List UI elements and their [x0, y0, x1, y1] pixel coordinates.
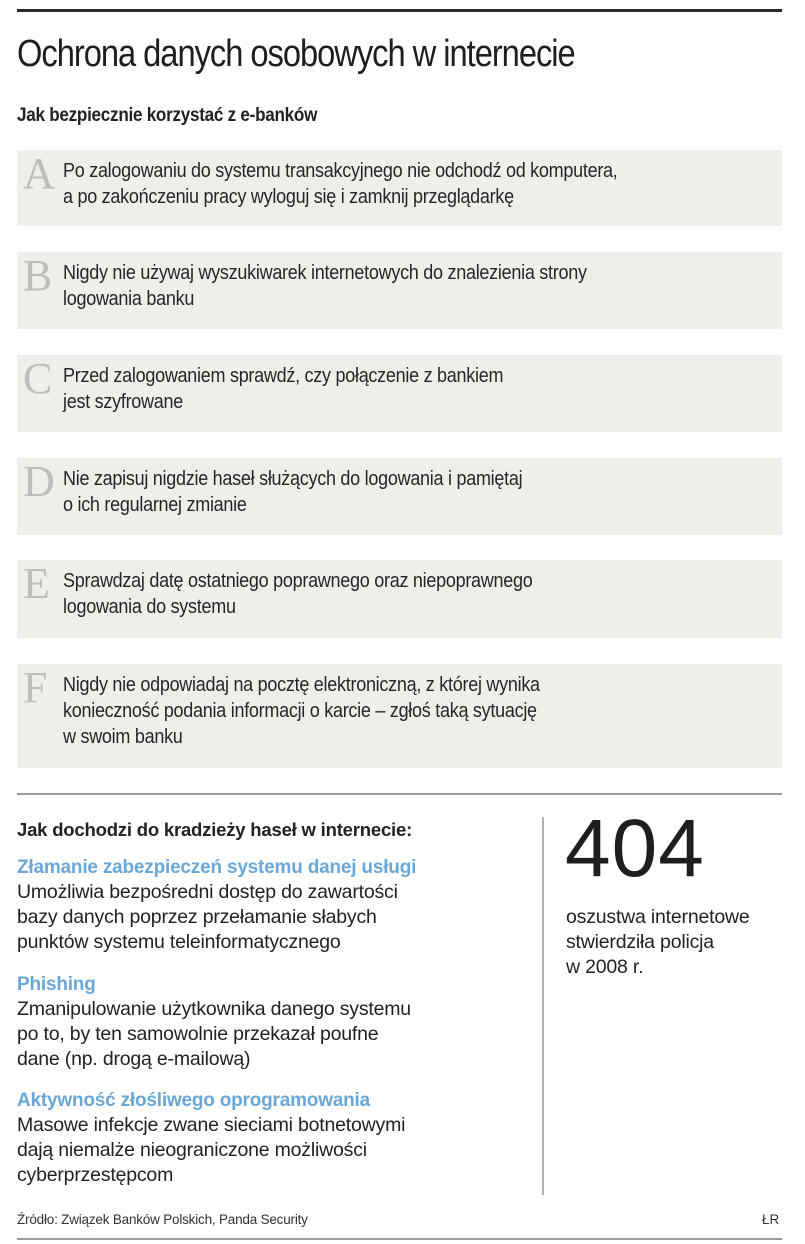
- column-divider: [542, 817, 544, 1195]
- tip-letter: A: [23, 149, 55, 198]
- tip-box-e: [17, 560, 782, 638]
- stat-caption: oszustwa internetowe stwierdziła policja w 2008 r.: [566, 906, 750, 978]
- top-rule: [17, 9, 782, 12]
- section-divider: [17, 793, 782, 795]
- tip-box-b: [17, 252, 782, 329]
- method-title: Złamanie zabezpieczeń systemu danej usługi: [17, 857, 417, 878]
- tip-box-d: [17, 458, 782, 535]
- tip-letter: E: [23, 559, 50, 608]
- tip-box-c: [17, 355, 782, 432]
- tip-text: Po zalogowaniu do systemu transakcyjnego nie odchodź od komputera, a po zakończeniu pracy wyloguj się i zamknij przeglądarkę: [63, 160, 618, 208]
- tip-letter: D: [23, 457, 55, 506]
- tip-text: Przed zalogowaniem sprawdź, czy połączenie z bankiem jest szyfrowane: [63, 365, 504, 413]
- tip-text: Nigdy nie używaj wyszukiwarek internetowych do znalezienia strony logowania banku: [63, 262, 587, 310]
- tip-text: Sprawdzaj datę ostatniego poprawnego oraz niepoprawnego logowania do systemu: [63, 570, 533, 618]
- theft-method: [17, 1089, 537, 1188]
- tip-letter: F: [23, 663, 48, 712]
- tip-letter: C: [23, 354, 53, 403]
- tip-letter: B: [23, 251, 53, 300]
- theft-heading: Jak dochodzi do kradzieży haseł w internecie:: [17, 819, 413, 840]
- method-description: Masowe infekcje zwane sieciami botnetowymi dają niemalże nieograniczone możliwości cyberprzestępcom: [17, 1114, 406, 1186]
- method-description: Umożliwia bezpośredni dostęp do zawartości bazy danych poprzez przełamanie słabych punktów systemu teleinformatycznego: [17, 881, 398, 953]
- author-initials: ŁR: [762, 1212, 780, 1227]
- section-subtitle: Jak bezpiecznie korzystać z e-banków: [17, 105, 318, 126]
- tip-text: Nigdy nie odpowiadaj na pocztę elektroniczną, z której wynika konieczność podania informacji o karcie – zgłoś taką sytuację w swoim banku: [63, 674, 540, 748]
- method-description: Zmanipulowanie użytkownika danego systemu po to, by ten samowolnie przekazał poufne dane (np. drogą e-mailową): [17, 998, 411, 1070]
- method-title: Aktywność złośliwego oprogramowania: [17, 1090, 371, 1111]
- tip-box-a: [17, 150, 782, 226]
- bottom-rule: [17, 1238, 782, 1240]
- source-note: Źródło: Związek Banków Polskich, Panda Security: [17, 1212, 308, 1227]
- tip-text: Nie zapisuj nigdzie haseł służących do logowania i pamiętaj o ich regularnej zmianie: [63, 468, 523, 516]
- tip-box-f: [17, 664, 782, 768]
- theft-method: [17, 856, 537, 955]
- method-title: Phishing: [17, 974, 96, 995]
- theft-method: [17, 973, 537, 1072]
- stat-number: 404: [565, 803, 705, 894]
- page-title: Ochrona danych osobowych w internecie: [17, 33, 575, 75]
